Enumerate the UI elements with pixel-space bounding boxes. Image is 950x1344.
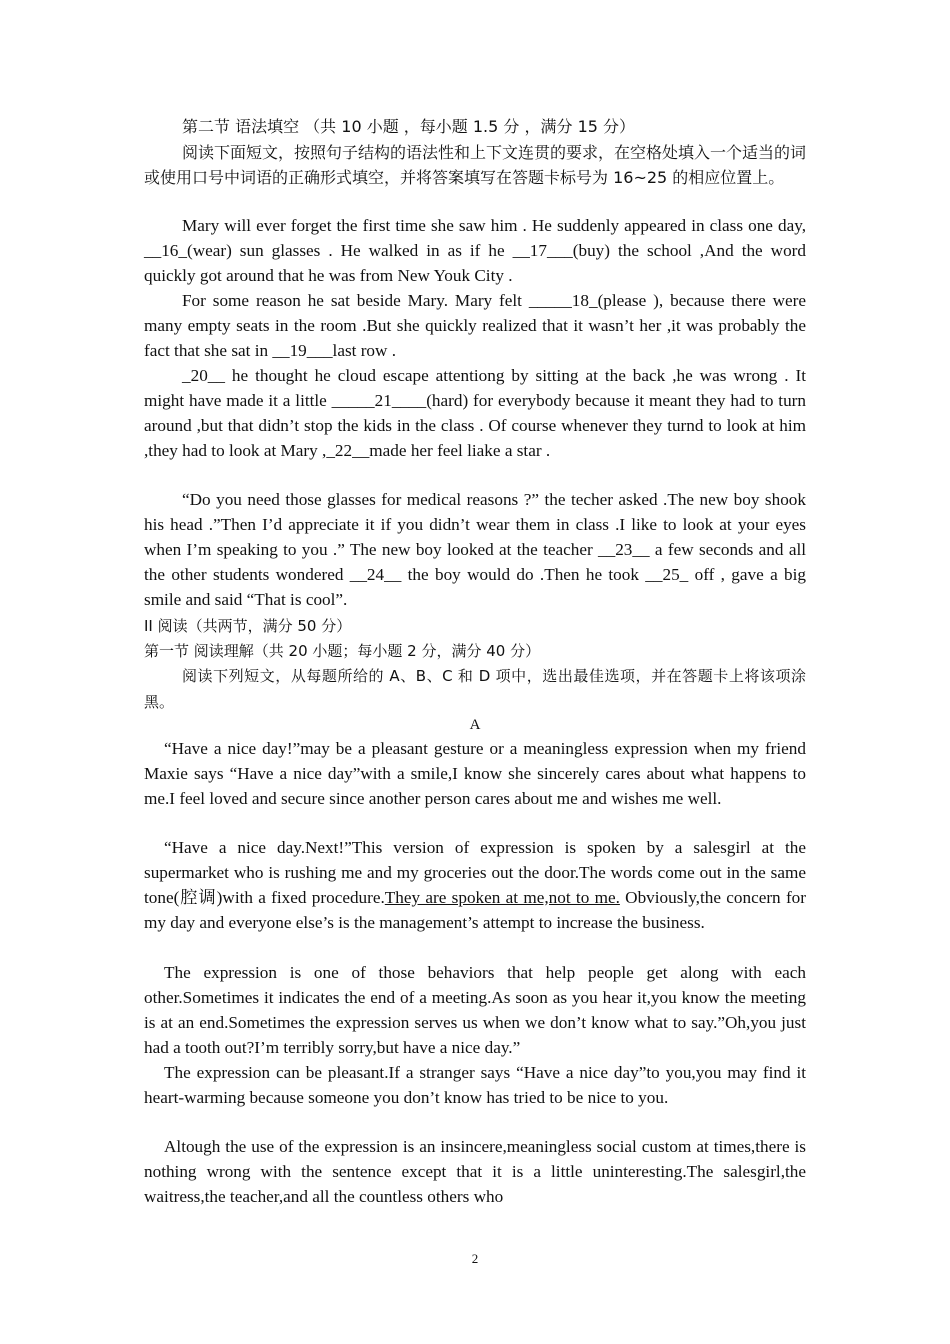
passage-paragraph-1: “Have a nice day!”may be a pleasant gesture or a meaningless expression when my friend Maxie says “Have a nice day”with a smile,I know she sincerely cares about what happens to me.I feel loved and secure since another person cares about me and wishes me well. <box>144 739 806 808</box>
grammar-paragraph-4: “Do you need those glasses for medical reasons ?” the techer asked .The new boy shook his head .”Then I’d appreciate it if you didn’t wear them in class .I like to look at your eyes when I’m speaking to you .” The new boy looked at the teacher __23__ a few seconds and all the other students wondered __24__ the boy would do .Then he took __25_ off , gave a big smile and said “That is cool”. <box>144 490 806 609</box>
part-heading: II 阅读（共两节，满分 50 分） <box>144 617 352 635</box>
passage-paragraph-3: The expression is one of those behaviors that help people get along with each other.Sometimes it indicates the end of a meeting.As soon as you hear it,you know the meeting is at an end.Sometimes the expression serves us when we don’t know what to say.”Oh,you just had a tooth out?I’m terribly sorry,but have a nice day.” <box>144 963 806 1057</box>
page-number: 2 <box>471 1251 479 1266</box>
grammar-paragraph-1: Mary will ever forget the first time she saw him . He suddenly appeared in class one day, __16_(wear) sun glasses . He walked in as if he __17___(buy) the school ,And the word quickly got around that he was from New Youk City . <box>144 216 806 285</box>
underlined-sentence: They are spoken at me,not to me. <box>384 887 620 907</box>
grammar-paragraph-2: For some reason he sat beside Mary. Mary felt _____18_(please ), because there were many empty seats in the room .But she quickly realized that it wasn’t her ,it was probably the fact that she sat in __19___last row . <box>144 291 806 360</box>
passage-paragraph-2 <box>144 836 806 936</box>
passage-label: A <box>469 717 481 733</box>
section-heading-reading: 第一节 阅读理解（共 20 小题；每小题 2 分，满分 40 分） <box>144 642 541 660</box>
grammar-instructions: 阅读下面短文，按照句子结构的语法性和上下文连贯的要求，在空格处填入一个适当的词或使用口号中词语的正确形式填空，并将答案填写在答题卡标号为 16~25 的相应位置上。 <box>144 143 807 187</box>
passage-paragraph-4: The expression can be pleasant.If a stranger says “Have a nice day”to you,you may find it heart-warming because someone you don’t know has tried to be nice to you. <box>144 1063 806 1107</box>
section-heading: 第二节 语法填空 （共 10 小题 ，每小题 1.5 分 ，满分 15 分） <box>182 117 636 136</box>
reading-instructions: 阅读下列短文，从每题所给的 A、B、C 和 D 项中，选出最佳选项，并在答题卡上将该项涂黑。 <box>144 667 806 711</box>
grammar-paragraph-3: _20__ he thought he cloud escape attentiong by sitting at the back ,he was wrong . It might have made it a little _____21____(hard) for everybody because it meant they had to turn around ,but that didn’t stop the kids in the class . Of course whenever they turnd to look at him ,they had to look at Mary ,_22__made her feel liake a star . <box>144 366 806 460</box>
passage-paragraph-2-text: “Have a nice day.Next!”This version of expression is spoken by a salesgirl at the supermarket who is rushing me and my groceries out the door.The words come out in the same tone(腔调)with a fixed procedure. <box>144 838 806 907</box>
passage-paragraph-5: Altough the use of the expression is an insincere,meaningless social custom at times,there is nothing wrong with the sentence except that it is a little uninteresting.The salesgirl,the waitress,the teacher,and all the countless others who <box>144 1137 806 1206</box>
passage-paragraph-2-rest: Obviously,the concern for my day and everyone else’s is the management’s attempt to increase the business. <box>144 887 806 932</box>
